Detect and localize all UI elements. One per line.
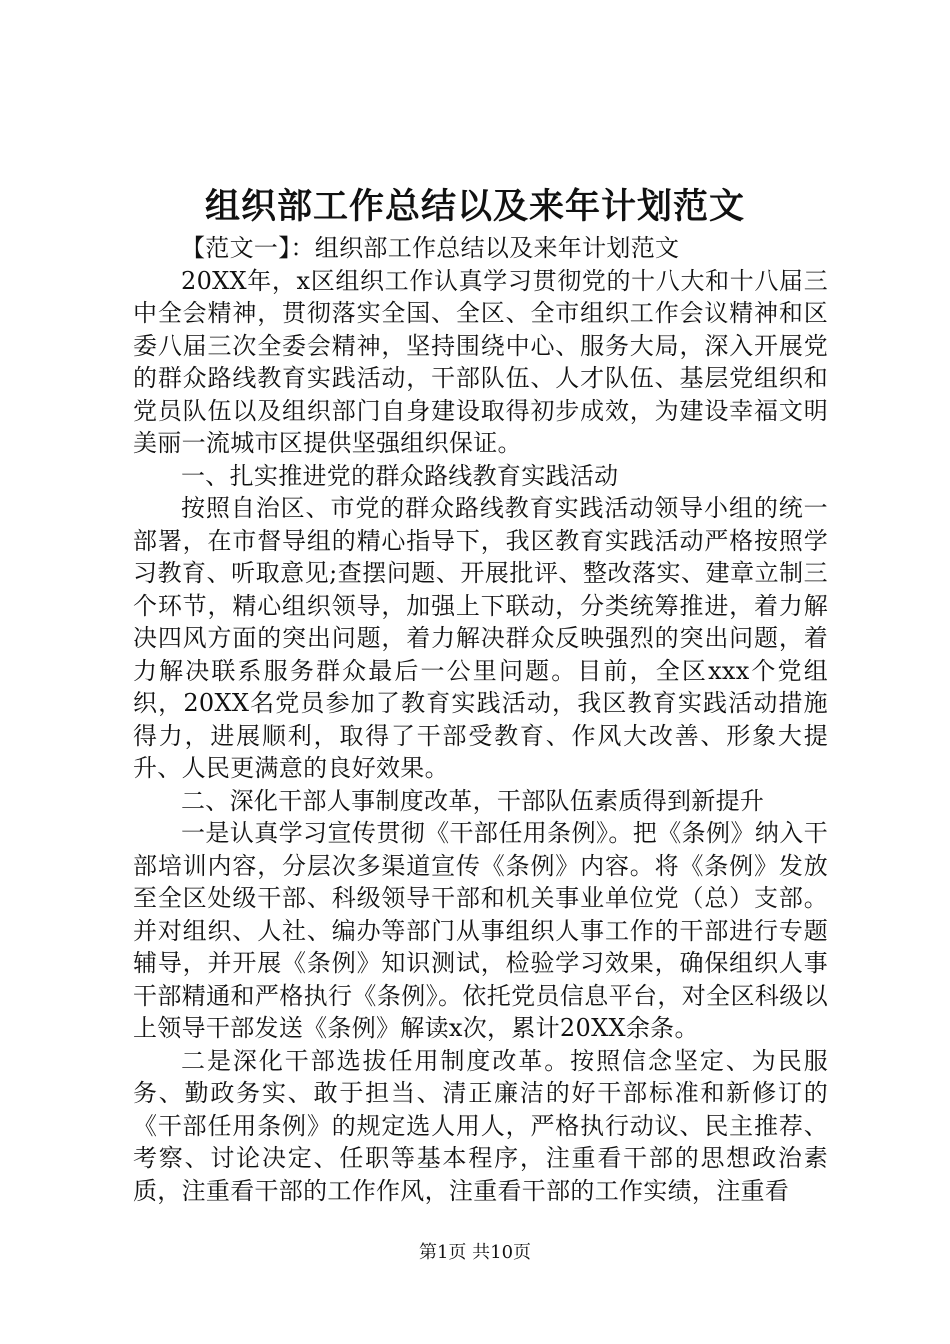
section-heading-2: 二、深化干部人事制度改革，干部队伍素质得到新提升 [181, 786, 765, 815]
document-body [133, 232, 828, 1207]
sample-heading: 【范文一】：组织部工作总结以及来年计划范文 [181, 234, 680, 262]
paragraph-point-1: 一是认真学习宣传贯彻《干部任用条例》。把《条例》纳入干部培训内容，分层次多渠道宣传《条例》内容。将《条例》发放至全区处级干部、科级领导干部和机关事业单位党（总）支部。并对组织、人社、编办等部门从事组织人事工作的干部进行专题辅导，并开展《条例》知识测试，检验学习效果，确保组织人事干部精通和严格执行《条例》。依托党员信息平台，对全区科级以上领导干部发送《条例》解读x次，累计20XX余条。 [133, 819, 828, 1042]
section-heading-1: 一、扎实推进党的群众路线教育实践活动 [181, 461, 619, 490]
document-title: 组织部工作总结以及来年计划范文 [204, 186, 745, 227]
paragraph-intro: 20XX年，x区组织工作认真学习贯彻党的十八大和十八届三中全会精神，贯彻落实全国、全区、全市组织工作会议精神和区委八届三次全委会精神，坚持围绕中心、服务大局，深入开展党的群众路线教育实践活动，干部队伍、人才队伍、基层党组织和党员队伍以及组织部门自身建设取得初步成效，为建设幸福文明美丽一流城市区提供坚强组织保证。 [133, 266, 828, 457]
page-number: 第1页 共10页 [418, 1242, 532, 1263]
paragraph-point-2: 二是深化干部选拔任用制度改革。按照信念坚定、为民服务、勤政务实、敢于担当、清正廉洁的好干部标准和新修订的《干部任用条例》的规定选人用人，严格执行动议、民主推荐、考察、讨论决定、任职等基本程序，注重看干部的思想政治素质，注重看干部的工作作风，注重看干部的工作实绩，注重看 [133, 1046, 828, 1205]
paragraph-section-1: 按照自治区、市党的群众路线教育实践活动领导小组的统一部署，在市督导组的精心指导下，我区教育实践活动严格按照学习教育、听取意见;查摆问题、开展批评、整改落实、建章立制三个环节，精心组织领导，加强上下联动，分类统筹推进，着力解决四风方面的突出问题，着力解决群众反映强烈的突出问题，着力解决联系服务群众最后一公里问题。目前，全区xxx个党组织，20XX名党员参加了教育实践活动，我区教育实践活动措施得力，进展顺利，取得了干部受教育、作风大改善、形象大提升、人民更满意的良好效果。 [133, 494, 828, 782]
